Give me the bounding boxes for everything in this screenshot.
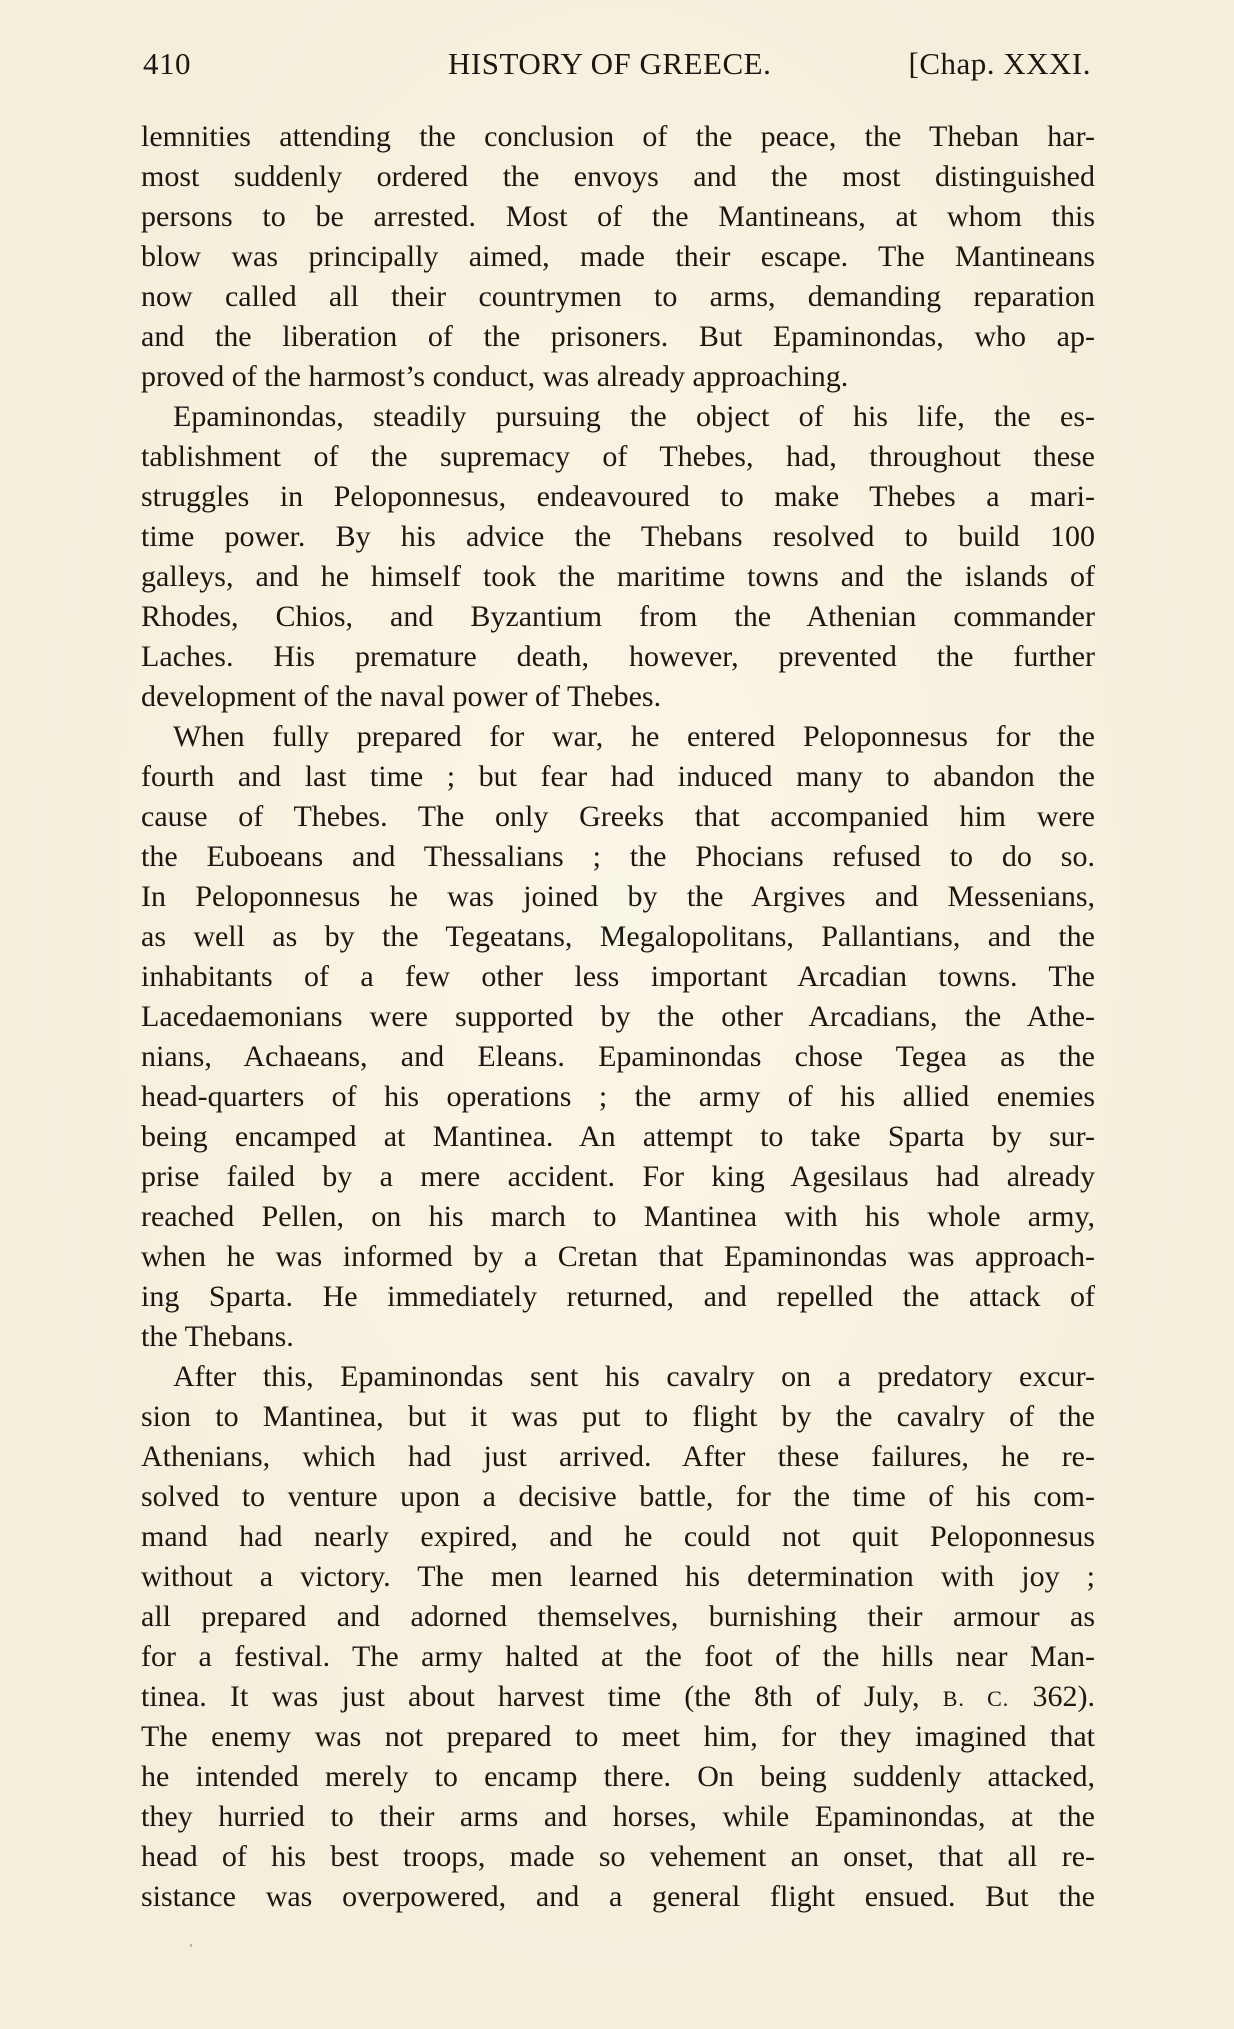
text-line: and the liberation of the prisoners. But Epaminondas, who ap- [141, 320, 1095, 353]
text-line: Athenians, which had just arrived. After these failures, he re- [141, 1440, 1095, 1473]
text-line: the Euboeans and Thessalians ; the Phocians refused to do so. [141, 840, 1095, 873]
text-line: In Peloponnesus he was joined by the Argives and Messenians, [141, 880, 1095, 913]
text-line: head of his best troops, made so vehement an onset, that all re- [141, 1840, 1095, 1873]
era-marker: B. C. [942, 1686, 1010, 1711]
text-line: blow was principally aimed, made their escape. The Mantineans [141, 240, 1095, 273]
text-line: The enemy was not prepared to meet him, for they imagined that [141, 1720, 1095, 1753]
text-line: prise failed by a mere accident. For king Agesilaus had already [141, 1160, 1095, 1193]
text-line: inhabitants of a few other less important Arcadian towns. The [141, 960, 1095, 993]
text-line: proved of the harmost’s conduct, was already approaching. [141, 360, 849, 393]
text-line: mand had nearly expired, and he could not quit Peloponnesus [141, 1520, 1095, 1553]
running-title: HISTORY OF GREECE. [448, 46, 772, 81]
text-line: for a festival. The army halted at the foot of the hills near Man- [141, 1640, 1095, 1673]
paragraph-start-line: Epaminondas, steadily pursuing the object of his life, the es- [173, 400, 1095, 433]
text-line: cause of Thebes. The only Greeks that accompanied him were [141, 800, 1095, 833]
text-line: the Thebans. [141, 1320, 294, 1353]
text-line: he intended merely to encamp there. On being suddenly attacked, [141, 1760, 1095, 1793]
text-line: nians, Achaeans, and Eleans. Epaminondas chose Tegea as the [141, 1040, 1095, 1073]
chapter-label: [Chap. XXXI. [908, 46, 1091, 81]
running-head [143, 44, 1091, 84]
page-number: 410 [143, 46, 191, 81]
text-line: Rhodes, Chios, and Byzantium from the Athenian commander [141, 600, 1095, 633]
text-line: most suddenly ordered the envoys and the most distinguished [141, 160, 1095, 193]
text-fragment: tinea. It was just about harvest time (the 8th of July, [141, 1680, 920, 1713]
text-line: being encamped at Mantinea. An attempt to take Sparta by sur- [141, 1120, 1095, 1153]
text-line: persons to be arrested. Most of the Mantineans, at whom this [141, 200, 1095, 233]
text-line: all prepared and adorned themselves, burnishing their armour as [141, 1600, 1095, 1633]
text-line: now called all their countrymen to arms, demanding reparation [141, 280, 1095, 313]
text-line: Lacedaemonians were supported by the other Arcadians, the Athe- [141, 1000, 1095, 1033]
text-line: tablishment of the supremacy of Thebes, had, throughout these [141, 440, 1095, 473]
body-text [141, 117, 1095, 1917]
text-line: sistance was overpowered, and a general flight ensued. But the [141, 1880, 1095, 1913]
text-line: ing Sparta. He immediately returned, and repelled the attack of [141, 1280, 1095, 1313]
text-line: lemnities attending the conclusion of the peace, the Theban har- [141, 120, 1095, 153]
text-line: galleys, and he himself took the maritime towns and the islands of [141, 560, 1095, 593]
text-line-with-date [141, 1677, 1095, 1717]
text-line: solved to venture upon a decisive battle, for the time of his com- [141, 1480, 1095, 1513]
text-line: development of the naval power of Thebes. [141, 680, 662, 713]
paragraph-start-line: After this, Epaminondas sent his cavalry on a predatory excur- [173, 1360, 1095, 1393]
text-line: when he was informed by a Cretan that Epaminondas was approach- [141, 1240, 1095, 1273]
paper-speck [190, 1944, 192, 1947]
date-value: 362). [1032, 1680, 1095, 1713]
text-line: as well as by the Tegeatans, Megalopolitans, Pallantians, and the [141, 920, 1095, 953]
text-line: head-quarters of his operations ; the army of his allied enemies [141, 1080, 1095, 1113]
text-line: Laches. His premature death, however, prevented the further [141, 640, 1095, 673]
paragraph-start-line: When fully prepared for war, he entered Peloponnesus for the [173, 720, 1095, 753]
text-line: fourth and last time ; but fear had induced many to abandon the [141, 760, 1095, 793]
text-line: struggles in Peloponnesus, endeavoured to make Thebes a mari- [141, 480, 1095, 513]
text-line: they hurried to their arms and horses, while Epaminondas, at the [141, 1800, 1095, 1833]
text-line: sion to Mantinea, but it was put to flight by the cavalry of the [141, 1400, 1095, 1433]
text-line: time power. By his advice the Thebans resolved to build 100 [141, 520, 1095, 553]
text-line: reached Pellen, on his march to Mantinea with his whole army, [141, 1200, 1095, 1233]
text-line: without a victory. The men learned his determination with joy ; [141, 1560, 1095, 1593]
